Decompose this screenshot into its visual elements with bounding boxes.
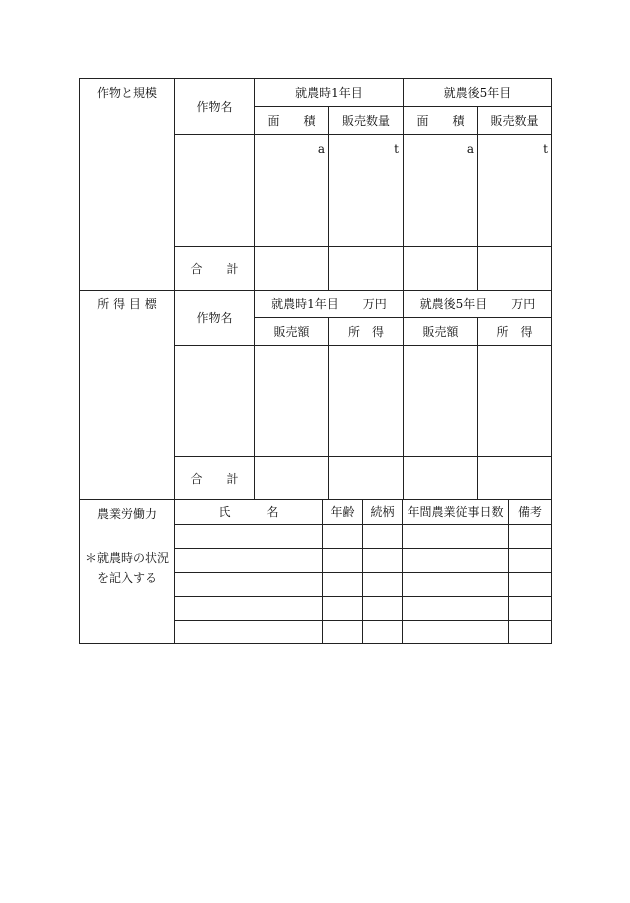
labor-name-header: 氏 名	[218, 505, 279, 519]
income-section-label: 所 得 目 標	[97, 297, 157, 311]
table-border-top	[79, 78, 552, 79]
unit-ton-2: t	[543, 142, 548, 156]
labor-section-label: 農業労働力	[96, 507, 157, 521]
labor-days-divider	[508, 499, 509, 644]
labor-age-header: 年齢	[330, 505, 355, 519]
income-total-label: 合 計	[190, 472, 239, 486]
crops-total-top	[174, 246, 552, 247]
labor-days-header: 年間農業従事日数	[407, 505, 504, 519]
labor-name-divider	[322, 499, 323, 644]
section-divider-1	[79, 290, 552, 291]
crops-area-header-2: 面 積	[416, 114, 465, 128]
labor-row-line	[174, 548, 552, 549]
labor-relation-divider	[402, 499, 403, 644]
table-border-right	[551, 78, 552, 644]
crops-section-label: 作物と規模	[96, 86, 157, 100]
crops-header-bottom	[174, 134, 552, 135]
labor-row-line	[174, 572, 552, 573]
labor-age-divider	[362, 499, 363, 644]
label-column-divider	[174, 78, 175, 644]
income-sales-amount-header-1: 販売額	[273, 325, 310, 339]
unit-area-1: a	[317, 142, 325, 156]
crops-at-start-header: 就農時1年目	[295, 86, 363, 100]
crops-crop-name-header: 作物名	[196, 100, 233, 114]
labor-note-line1: ＊就農時の状況	[84, 551, 169, 565]
crops-sales-qty-header-1: 販売数量	[341, 114, 390, 128]
unit-area-2: a	[466, 142, 474, 156]
labor-note-line2: を記入する	[96, 571, 157, 585]
income-at-start-header: 就農時1年目 万円	[271, 297, 387, 311]
income-header-bottom	[174, 345, 552, 346]
crops-sales-qty-header-2: 販売数量	[490, 114, 539, 128]
subcol-divider	[328, 317, 329, 500]
labor-relation-header: 続柄	[370, 505, 395, 519]
income-income-header-2: 所 得	[496, 325, 533, 339]
income-total-top	[174, 456, 552, 457]
income-after5-header: 就農後5年目 万円	[419, 297, 536, 311]
crops-area-header-1: 面 積	[267, 114, 316, 128]
crops-after5-header: 就農後5年目	[443, 86, 512, 100]
labor-row-line	[174, 620, 552, 621]
labor-row-line	[174, 524, 552, 525]
unit-ton-1: t	[394, 142, 399, 156]
table-border-bottom	[79, 643, 552, 644]
labor-remarks-header: 備考	[517, 505, 542, 519]
subcol-divider	[328, 106, 329, 291]
subcol-divider	[477, 106, 478, 291]
income-sales-amount-header-2: 販売額	[422, 325, 459, 339]
section-divider-2	[79, 499, 552, 500]
crops-total-label: 合 計	[190, 262, 239, 276]
labor-row-line	[174, 596, 552, 597]
income-income-header-1: 所 得	[347, 325, 384, 339]
subcol-divider	[477, 317, 478, 500]
income-crop-name-header: 作物名	[196, 311, 233, 325]
